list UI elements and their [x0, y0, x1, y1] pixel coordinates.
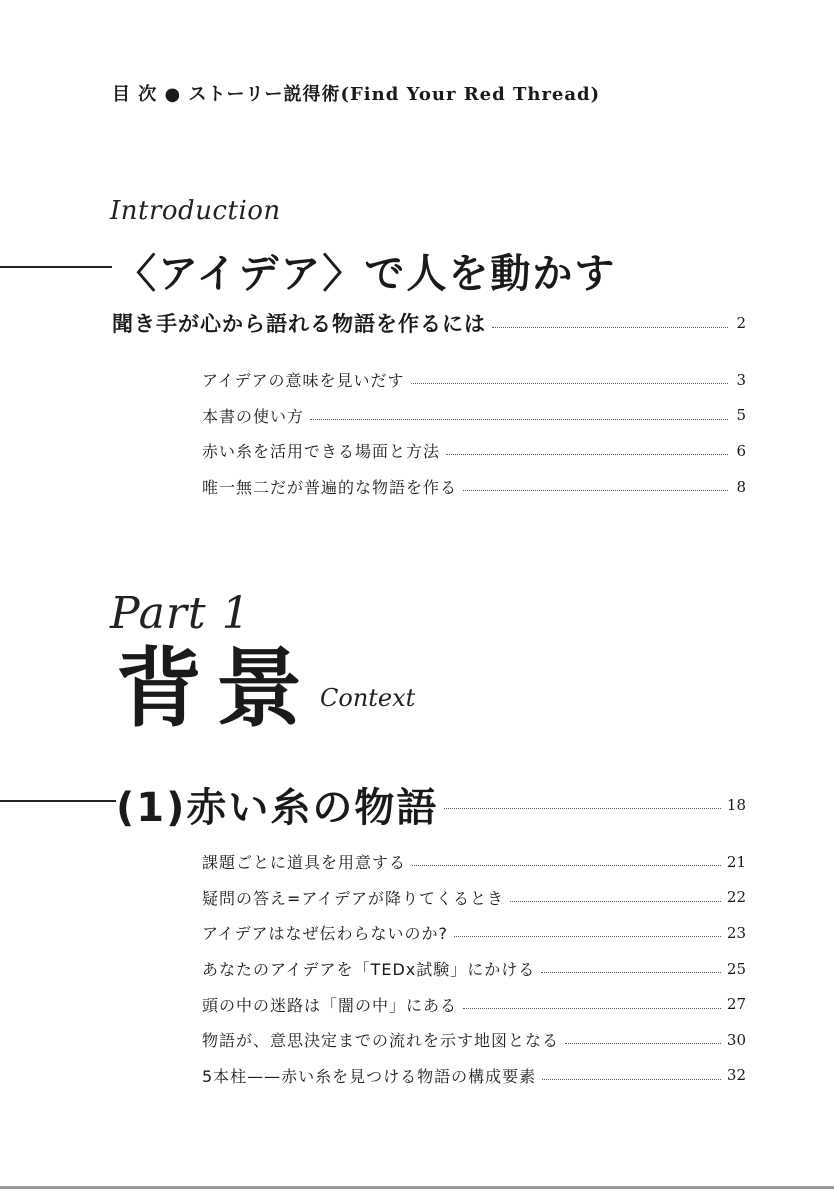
page-number: 21	[726, 852, 746, 871]
toc-entry[interactable]	[202, 844, 746, 880]
toc-entry-title: アイデアの意味を見いだす	[202, 371, 405, 391]
dotted-leader	[492, 327, 728, 328]
dotted-leader	[565, 1043, 721, 1044]
toc-entry[interactable]	[202, 1058, 746, 1094]
introduction-subtitle-row[interactable]	[112, 308, 746, 338]
page-number: 3	[736, 370, 746, 389]
dotted-leader	[510, 901, 721, 902]
page-number: 6	[736, 441, 746, 460]
introduction-rule	[0, 266, 112, 268]
page-number: 30	[726, 1030, 746, 1049]
page-number: 22	[726, 888, 746, 907]
chapter-toc-list	[202, 844, 746, 1093]
dotted-leader	[454, 936, 721, 937]
dotted-leader	[542, 1079, 721, 1080]
toc-entry-title: 唯一無二だが普遍的な物語を作る	[202, 478, 458, 498]
toc-entry[interactable]	[202, 469, 746, 505]
part-label: Part 1	[110, 588, 251, 639]
toc-entry-title: あなたのアイデアを「TEDx試験」にかける	[202, 960, 536, 980]
dotted-leader	[412, 865, 721, 866]
book-header: 目 次 ● ストーリー説得術(Find Your Red Thread)	[112, 84, 601, 105]
toc-entry-title: 頭の中の迷路は「闇の中」にある	[202, 995, 458, 1015]
page-bottom-edge	[0, 1186, 834, 1189]
dotted-leader	[446, 454, 728, 455]
toc-entry[interactable]	[202, 880, 746, 916]
page-number: 2	[736, 314, 746, 332]
toc-entry[interactable]	[202, 915, 746, 951]
dotted-leader	[463, 1008, 721, 1009]
introduction-label: Introduction	[110, 196, 281, 226]
toc-entry[interactable]	[202, 362, 746, 398]
chapter-row[interactable]	[116, 776, 746, 833]
page-number: 32	[726, 1066, 746, 1085]
page-number: 18	[726, 795, 746, 814]
introduction-title: 〈アイデア〉で人を動かす	[116, 251, 617, 297]
page-number: 23	[726, 923, 746, 942]
page-number: 8	[736, 477, 746, 496]
toc-entry-title: 赤い糸を活用できる場面と方法	[202, 442, 441, 462]
toc-entry[interactable]	[202, 433, 746, 469]
toc-entry[interactable]	[202, 986, 746, 1022]
toc-entry[interactable]	[202, 1022, 746, 1058]
toc-entry[interactable]	[202, 951, 746, 987]
dotted-leader	[541, 972, 721, 973]
part-title: 背景	[116, 639, 316, 739]
chapter-rule	[0, 800, 116, 802]
chapter-title: (1)赤い糸の物語	[116, 785, 439, 831]
page-number: 5	[736, 406, 746, 425]
dotted-leader	[310, 419, 728, 420]
toc-entry-title: 疑問の答え=アイデアが降りてくるとき	[202, 888, 504, 908]
dotted-leader	[444, 808, 721, 809]
page-number: 25	[726, 959, 746, 978]
page-number: 27	[726, 995, 746, 1014]
toc-entry-title: 5本柱——赤い糸を見つける物語の構成要素	[202, 1066, 537, 1086]
introduction-toc-list	[202, 362, 746, 504]
toc-entry-title: 物語が、意思決定までの流れを示す地図となる	[202, 1031, 560, 1051]
toc-entry-title: アイデアはなぜ伝わらないのか?	[202, 924, 449, 944]
introduction-subtitle: 聞き手が心から語れる物語を作るには	[112, 312, 486, 336]
dotted-leader	[411, 383, 728, 384]
toc-entry-title: 本書の使い方	[202, 406, 305, 426]
part-english-title: Context	[320, 684, 416, 712]
toc-entry[interactable]	[202, 398, 746, 434]
toc-entry-title: 課題ごとに道具を用意する	[202, 853, 407, 873]
dotted-leader	[463, 490, 728, 491]
